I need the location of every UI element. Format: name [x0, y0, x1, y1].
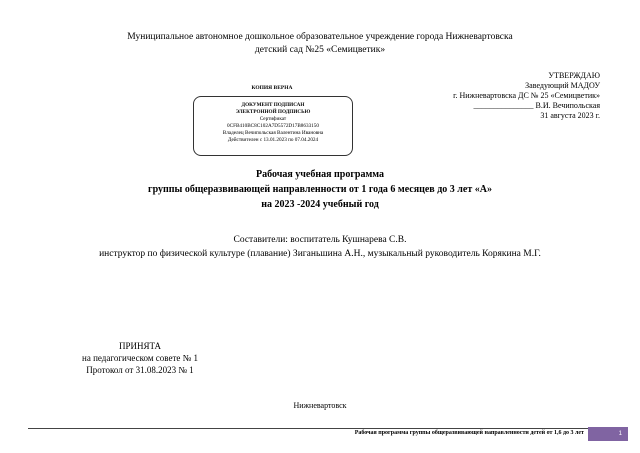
approval-position: Заведующий МАДОУ: [525, 81, 600, 90]
approval-title: УТВЕРЖДАЮ: [548, 71, 600, 80]
stamp-line-2: ЭЛЕКТРОННОЙ ПОДПИСЬЮ: [235, 109, 311, 115]
stamp-certificate-label: Сертификат: [259, 116, 287, 122]
stamp-owner: Владелец Вечипольская Валентина Ивановна: [222, 130, 324, 136]
authors-line-1: Составители: воспитатель Кушнарева С.В.: [233, 235, 407, 245]
approval-signature: _______________ В.И. Вечипольская: [473, 101, 600, 110]
approval-institution: г. Нижневартовска ДС № 25 «Семицветик»: [453, 91, 600, 100]
accepted-title: ПРИНЯТА: [118, 341, 162, 351]
document-title: [0, 167, 640, 212]
org-name-line-1: Муниципальное автономное дошкольное образовательное учреждение города Нижневартовска: [127, 32, 513, 42]
accepted-protocol: Протокол от 31.08.2023 № 1: [86, 365, 194, 375]
title-line-2: группы общеразвивающей направленности от 1 года 6 месяцев до 3 лет «А»: [148, 184, 492, 195]
title-line-3: на 2023 -2024 учебный год: [261, 199, 379, 210]
stamp-line-1: ДОКУМЕНТ ПОДПИСАН: [241, 102, 305, 108]
stamp-validity: Действителен с 13.01.2023 по 07.04.2024: [227, 137, 319, 143]
title-line-1: Рабочая учебная программа: [256, 169, 384, 180]
e-signature-stamp: [193, 96, 353, 156]
org-name-line-2: детский сад №25 «Семицветик»: [254, 45, 386, 55]
stamp-certificate-number: 0CFB410BC8C102A7D5572D17B8633150: [227, 123, 319, 129]
footer-divider: [28, 428, 588, 429]
page-number-badge: 1: [588, 427, 628, 441]
organization-header: [0, 31, 640, 57]
accepted-council: на педагогическом совете № 1: [82, 353, 198, 363]
approval-block: [400, 71, 600, 121]
copy-verified-label: КОПИЯ ВЕРНА: [251, 85, 293, 91]
authors-line-2: инструктор по физической культуре (плавание) Зиганьшина А.Н., музыкальный руководитель Корякина М.Г.: [99, 249, 541, 259]
authors-block: [0, 233, 640, 261]
city-name: Нижневартовск: [293, 401, 347, 410]
accepted-block: [50, 340, 230, 376]
footer-text: Рабочая программа группы общеразвивающей направленности детей от 1,6 до 3 лет: [354, 430, 584, 436]
approval-date: 31 августа 2023 г.: [540, 111, 600, 120]
